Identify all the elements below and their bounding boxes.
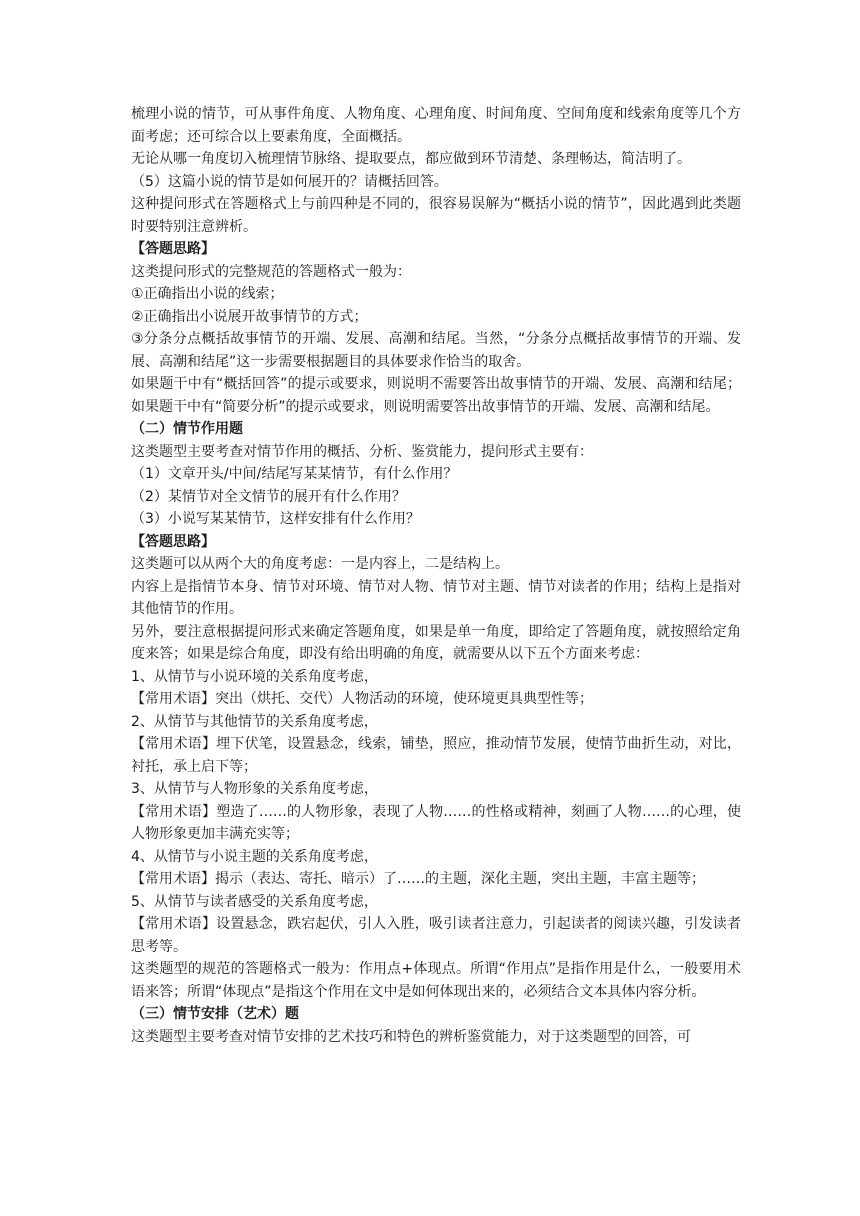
paragraph: 如果题干中有“概括回答”的提示或要求，则说明不需要答出故事情节的开端、发展、高潮和结尾；如果题干中有“简要分析”的提示或要求，则说明需要答出故事情节的开端、发展、高潮和结尾。 — [131, 376, 741, 415]
paragraph: 这类题型主要考查对情节作用的概括、分析、鉴赏能力，提问形式主要有： — [131, 443, 593, 460]
list-item: （2）某情节对全文情节的展开有什么作用？ — [131, 488, 406, 505]
paragraph: 这类题型主要考查对情节安排的艺术技巧和特色的辨析鉴赏能力，对于这类题型的回答，可 — [131, 1028, 691, 1045]
section-heading: 【答题思路】 — [131, 533, 215, 550]
paragraph: 内容上是指情节本身、情节对环境、情节对人物、情节对主题、情节对读者的作用；结构上是指对其他情节的作用。 — [131, 578, 741, 617]
section-heading: （三）情节安排（艺术）题 — [131, 1006, 299, 1022]
paragraph: 这类提问形式的完整规范的答题格式一般为： — [131, 263, 411, 280]
terminology-note: 【常用术语】埋下伏笔，设置悬念，线索，铺垫，照应，推动情节发展，使情节曲折生动，对比，衬托，承上启下等； — [131, 736, 741, 775]
document-page — [131, 103, 741, 1048]
paragraph: 梳理小说的情节，可从事件角度、人物角度、心理角度、时间角度、空间角度和线索角度等几个方面考虑；还可综合以上要素角度，全面概括。 — [131, 106, 741, 145]
list-item: 2、从情节与其他情节的关系角度考虑， — [131, 713, 378, 730]
paragraph: 这类题型的规范的答题格式一般为：作用点+体现点。所谓“作用点”是指作用是什么，一般要用术语来答；所谓“体现点”是指这个作用在文中是如何体现出来的，必须结合文本具体内容分析。 — [131, 961, 741, 1000]
terminology-note: 【常用术语】突出（烘托、交代）人物活动的环境，使环境更具典型性等； — [131, 691, 593, 707]
terminology-note: 【常用术语】设置悬念，跌宕起伏，引人入胜，吸引读者注意力，引起读者的阅读兴趣，引发读者思考等。 — [131, 916, 741, 955]
paragraph: 无论从哪一角度切入梳理情节脉络、提取要点，都应做到环节清楚、条理畅达，简洁明了。 — [131, 151, 691, 167]
paragraph: （5）这篇小说的情节是如何展开的？请概括回答。 — [131, 173, 448, 190]
list-item: 3、从情节与人物形象的关系角度考虑， — [131, 781, 378, 797]
list-item: （3）小说写某某情节，这样安排有什么作用？ — [131, 511, 420, 527]
section-heading: （二）情节作用题 — [131, 421, 243, 437]
terminology-note: 【常用术语】塑造了……的人物形象，表现了人物……的性格或精神，刻画了人物……的心理，使人物形象更加丰满充实等； — [131, 803, 741, 842]
list-item: （1）文章开头/中间/结尾写某某情节，有什么作用？ — [131, 466, 458, 482]
list-item: ③分条分点概括故事情节的开端、发展、高潮和结尾。当然，“分条分点概括故事情节的开端、发展、高潮和结尾”这一步需要根据题目的具体要求作恰当的取舍。 — [131, 331, 741, 370]
list-item: ②正确指出小说展开故事情节的方式； — [131, 308, 368, 325]
paragraph: 这种提问形式在答题格式上与前四种是不同的，很容易误解为“概括小说的情节”，因此遇到此类题时要特别注意辨析。 — [131, 196, 741, 235]
list-item: 5、从情节与读者感受的关系角度考虑， — [131, 893, 378, 910]
paragraph: 另外，要注意根据提问形式来确定答题角度，如果是单一角度，即给定了答题角度，就按照给定角度来答；如果是综合角度，即没有给出明确的角度，就需要从以下五个方面来考虑： — [131, 623, 741, 662]
list-item: ①正确指出小说的线索； — [131, 286, 284, 302]
section-heading: 【答题思路】 — [131, 241, 215, 257]
list-item: 4、从情节与小说主题的关系角度考虑， — [131, 848, 378, 865]
terminology-note: 【常用术语】揭示（表达、寄托、暗示）了……的主题，深化主题，突出主题，丰富主题等； — [131, 871, 705, 887]
paragraph: 这类题可以从两个大的角度考虑：一是内容上，二是结构上。 — [131, 556, 509, 572]
list-item: 1、从情节与小说环境的关系角度考虑， — [131, 668, 378, 685]
